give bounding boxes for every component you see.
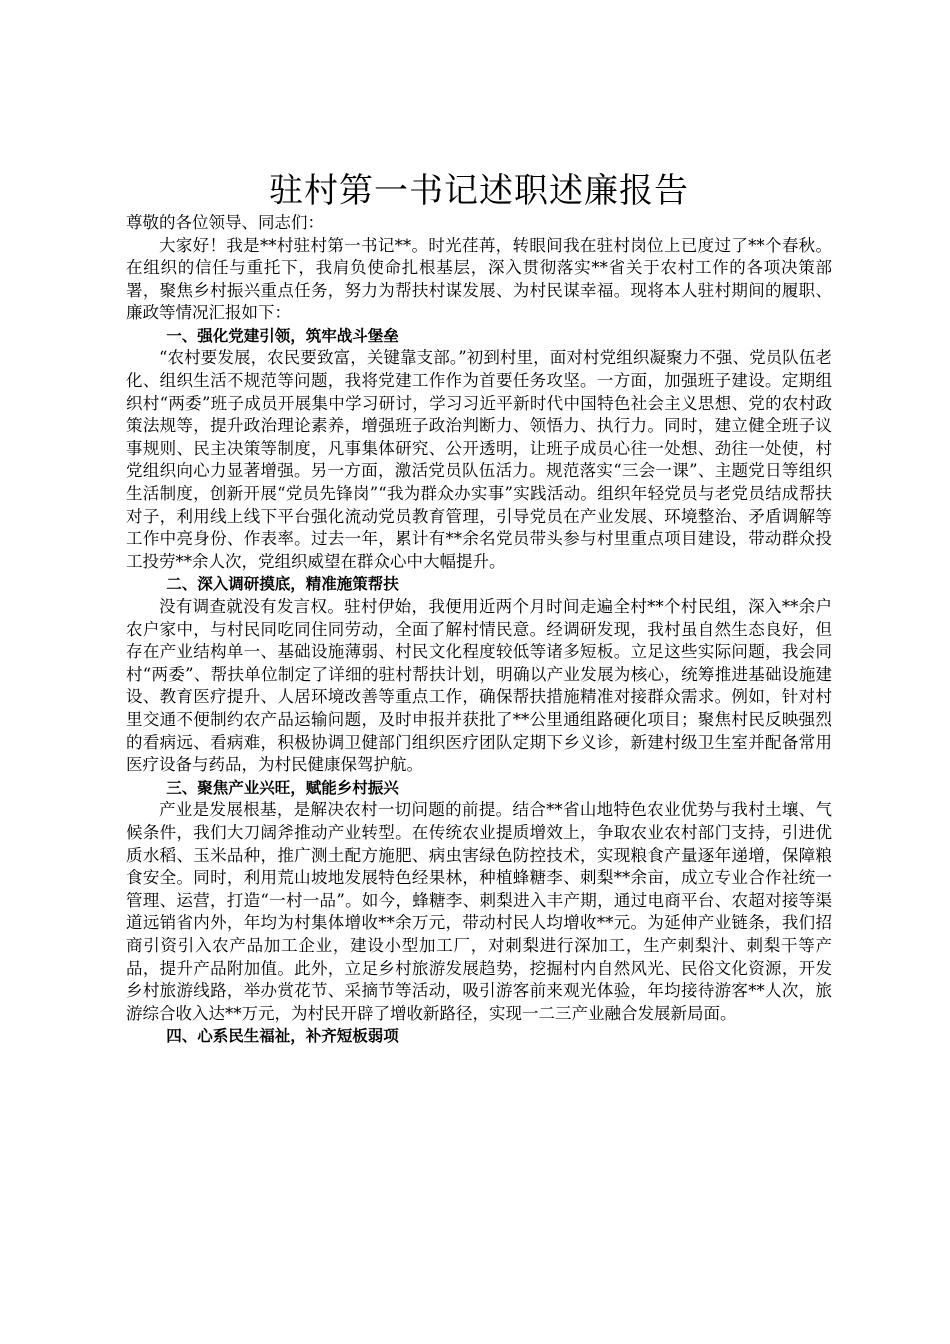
intro-paragraph: 大家好！我是**村驻村第一书记**。时光荏苒，转眼间我在驻村岗位上已度过了**个春秋。在组织的信任与重托下，我肩负使命扎根基层，深入贯彻落实**省关于农村工作的各项决策部署，聚焦乡村振兴重点任务，努力为帮扶村谋发展、为村民谋幸福。现将本人驻村期间的履职、廉政等情况汇报如下：	[126, 235, 832, 323]
section-heading-2: 二、深入调研摸底，精准施策帮扶	[166, 575, 399, 594]
section-heading-1: 一、强化党建引领，筑牢战斗堡垒	[166, 326, 399, 345]
section-heading-4: 四、心系民生福祉，补齐短板弱项	[166, 1027, 399, 1046]
section-body-2: 没有调查就没有发言权。驻村伊始，我便用近两个月时间走遍全村**个村民组，深入**余户农户家中，与村民同吃同住同劳动，全面了解村情民意。经调研发现，我村虽自然生态良好，但存在产业结构单一、基础设施薄弱、村民文化程度较低等诸多短板。立足这些实际问题，我会同村“两委”、帮扶单位制定了详细的驻村帮扶计划，明确以产业发展为核心，统筹推进基础设施建设、教育医疗提升、人居环境改善等重点工作，确保帮扶措施精准对接群众需求。例如，针对村里交通不便制约农产品运输问题，及时申报并获批了**公里通组路硬化项目；聚焦村民反映强烈的看病远、看病难，积极协调卫健部门组织医疗团队定期下乡义诊，新建村级卫生室并配备常用医疗设备与药品，为村民健康保驾护航。	[126, 597, 832, 775]
document-page	[126, 170, 832, 1048]
section-body-1: “农村要发展，农民要致富，关键靠支部。”初到村里，面对村党组织凝聚力不强、党员队伍老化、组织生活不规范等问题，我将党建工作作为首要任务攻坚。一方面，加强班子建设。定期组织村“两委”班子成员开展集中学习研讨，学习习近平新时代中国特色社会主义思想、党的农村政策法规等，提升政治理论素养，增强班子政治判断力、领悟力、执行力。同时，建立健全班子议事规则、民主决策等制度，凡事集体研究、公开透明，让班子成员心往一处想、劲往一处使，村党组织向心力显著增强。另一方面，激活党员队伍活力。规范落实“三会一课”、主题党日等组织生活制度，创新开展“党员先锋岗”“我为群众办实事”实践活动。组织年轻党员与老党员结成帮扶对子，利用线上线下平台强化流动党员教育管理，引导党员在产业发展、环境整治、矛盾调解等工作中亮身份、作表率。过去一年，累计有**余名党员带头参与村里重点项目建设，带动群众投工投劳**余人次，党组织威望在群众心中大幅提升。	[126, 348, 832, 571]
salutation: 尊敬的各位领导、同志们：	[126, 213, 324, 232]
section-heading-3: 三、聚焦产业兴旺，赋能乡村振兴	[166, 778, 399, 797]
section-body-3: 产业是发展根基，是解决农村一切问题的前提。结合**省山地特色农业优势与我村土壤、气候条件，我们大刀阔斧推动产业转型。在传统农业提质增效上，争取农业农村部门支持，引进优质水稻、玉米品种，推广测土配方施肥、病虫害绿色防控技术，实现粮食产量逐年递增，保障粮食安全。同时，利用荒山坡地发展特色经果林，种植蜂糖李、刺梨**余亩，成立专业合作社统一管理、运营，打造“一村一品”。如今，蜂糖李、刺梨进入丰产期，通过电商平台、农超对接等渠道远销省内外，年均为村集体增收**余万元，带动村民人均增收**元。为延伸产业链条，我们招商引资引入农产品加工企业，建设小型加工厂，对刺梨进行深加工，生产刺梨汁、刺梨干等产品，提升产品附加值。此外，立足乡村旅游发展趋势，挖掘村内自然风光、民俗文化资源，开发乡村旅游线路，举办赏花节、采摘节等活动，吸引游客前来观光体验，年均接待游客**人次，旅游综合收入达**万元，为村民开辟了增收新路径，实现一二三产业融合发展新局面。	[126, 800, 832, 1023]
document-title: 驻村第一书记述职述廉报告	[269, 171, 689, 211]
